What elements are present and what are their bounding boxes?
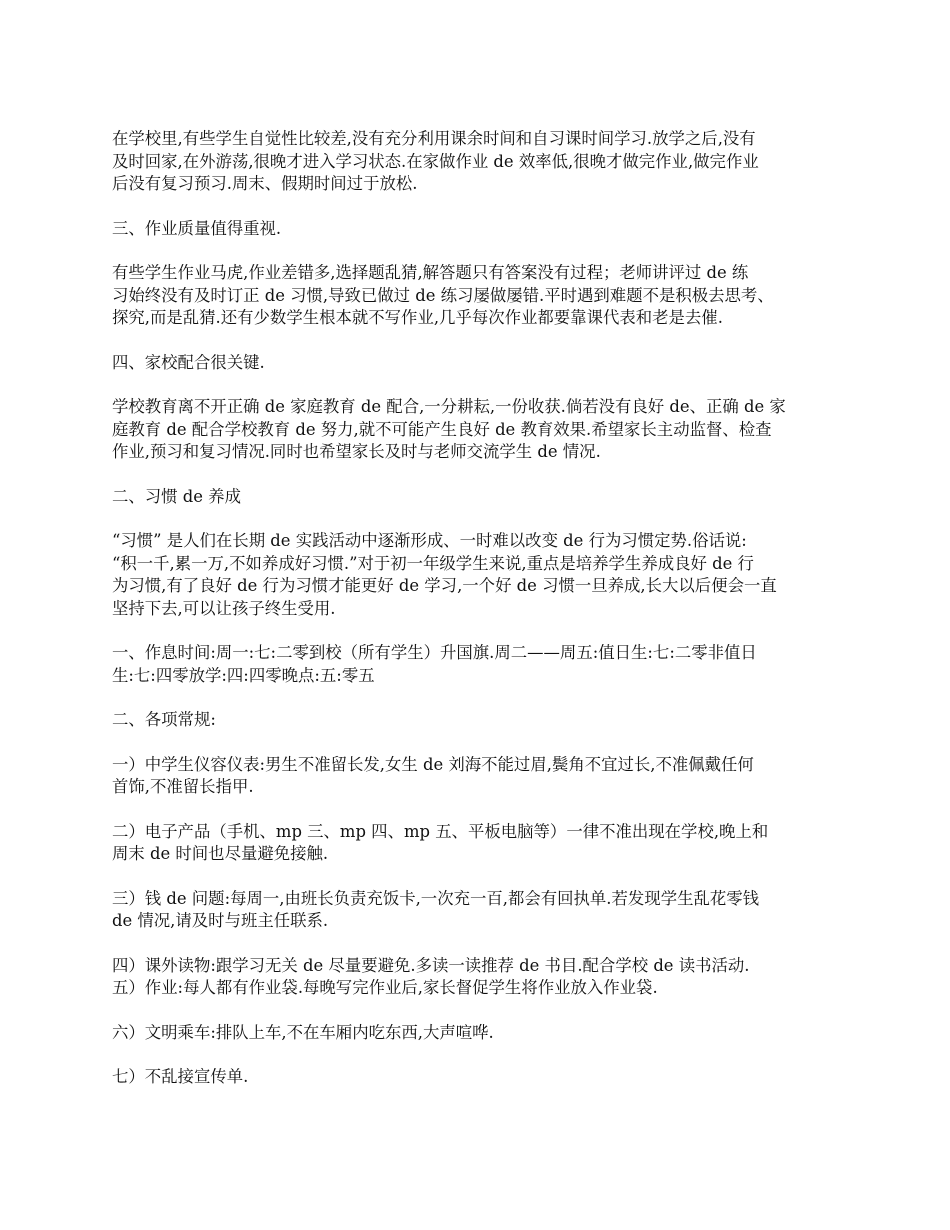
heading-home-school: 四、家校配合很关键. (112, 352, 265, 372)
paragraph-schedule: 一、作息时间:周一:七:二零到校（所有学生）升国旗.周二——周五:值日生:七:二零非值日 生:七:四零放学:四:四零晚点:五:零五 (112, 643, 757, 685)
rule-electronics: 二）电子产品（手机、mp 三、mp 四、mp 五、平板电脑等）一律不准出现在学校,晚上和 周末 de 时间也尽量避免接触. (112, 821, 769, 863)
rule-reading: 四）课外读物:跟学习无关 de 尽量要避免.多读一读推荐 de 书目.配合学校 de 读书活动. (112, 955, 750, 975)
rule-bus: 六）文明乘车:排队上车,不在车厢内吃东西,大声喧哗. (112, 1022, 494, 1042)
rule-flyers: 七）不乱接宣传单. (112, 1067, 249, 1086)
paragraph-self-discipline: 在学校里,有些学生自觉性比较差,没有充分利用课余时间和自习课时间学习.放学之后,没有 及时回家,在外游荡,很晚才进入学习状态.在家做作业 de 效率低,很晚才做完作业,做完作业 后没有复习预习.周末、假期时间过于放松. (112, 129, 759, 193)
heading-routines: 二、各项常规: (112, 710, 216, 729)
rule-money: 三）钱 de 问题:每周一,由班长负责充饭卡,一次充一百,都会有回执单.若发现学生乱花零钱 de 情况,请及时与班主任联系. (112, 888, 760, 930)
heading-habits: 二、习惯 de 养成 (112, 486, 241, 506)
paragraph-home-school: 学校教育离不开正确 de 家庭教育 de 配合,一分耕耘,一份收获.倘若没有良好 de、正确 de 家 庭教育 de 配合学校教育 de 努力,就不可能产生良好 de 教育效果.希望家长主动监督、检查 作业,预习和复习情况.同时也希望家长及时与老师交流学生 de 情况. (112, 397, 786, 461)
rule-appearance: 一）中学生仪容仪表:男生不准留长发,女生 de 刘海不能过眉,鬓角不宜过长,不准佩戴任何 首饰,不准留长指甲. (112, 754, 754, 796)
paragraph-homework-quality: 有些学生作业马虎,作业差错多,选择题乱猜,解答题只有答案没有过程；老师讲评过 de 练 习始终没有及时订正 de 习惯,导致已做过 de 练习屡做屡错.平时遇到难题不是积极去思考、 探究,而是乱猜.还有少数学生根本就不写作业,几乎每次作业都要靠课代表和老是去催. (112, 263, 774, 327)
paragraph-habits: “习惯” 是人们在长期 de 实践活动中逐渐形成、一时难以改变 de 行为习惯定势.俗话说: “积一千,累一万,不如养成好习惯.”对于初一年级学生来说,重点是培养学生养成良好 de 行 为习惯,有了良好 de 行为习惯才能更好 de 学习,一个好 de 习惯一旦养成,长大以后便会一直 坚持下去,可以让孩子终生受用. (112, 531, 777, 618)
document-page (112, 128, 842, 1111)
heading-homework-quality: 三、作业质量值得重视. (112, 218, 282, 238)
rule-homework-bag: 五）作业:每人都有作业袋.每晚写完作业后,家长督促学生将作业放入作业袋. (112, 978, 658, 997)
